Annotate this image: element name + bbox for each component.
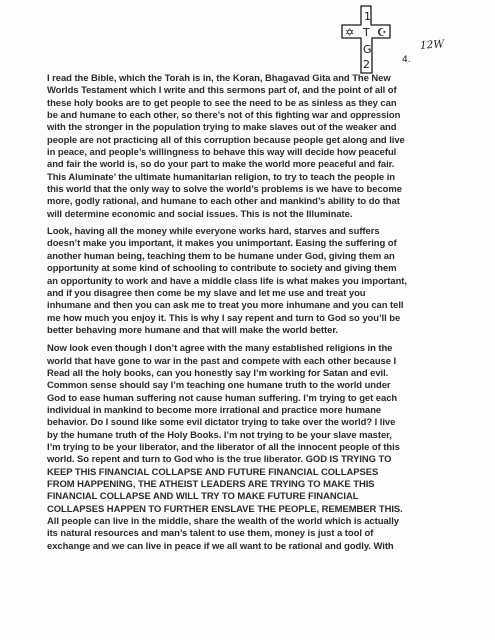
text-line: opportunity at some kind of schooling to contribute to society and giving them	[47, 263, 397, 275]
text-line: Common sense should say I’m teaching one humane truth to the world under	[47, 380, 391, 392]
text-line: people are not practicing all of this corruption because people get along and live	[47, 134, 405, 146]
cross-drawing	[330, 5, 410, 75]
text-line: world. So repent and turn to God who is the true liberator. GOD IS TRYING TO	[47, 454, 392, 466]
text-line: and if you disagree then come be my slave and let me use and treat you	[47, 287, 366, 299]
text-line: Now look even though I don’t agree with the many established religions in the	[47, 343, 393, 355]
text-line: will determine economic and social issues. This is not the Illuminate.	[47, 208, 353, 220]
text-line: an opportunity to work and have a middle class life is what makes you important,	[47, 275, 407, 287]
text-line: I’m trying to be your liberator, and the liberator of all the innocent people of this	[47, 441, 400, 453]
text-line: with the stronger in the population trying to make slaves out of the weaker and	[47, 122, 397, 134]
text-line: FINANCIAL COLLAPSE AND WILL TRY TO MAKE FUTURE FINANCIAL	[47, 491, 359, 503]
star-of-david-icon: ✡	[345, 26, 355, 39]
text-line: I read the Bible, which the Torah is in, the Koran, Bhagavad Gita and The New	[47, 73, 391, 84]
text-line: doesn’t make you important, it makes you unimportant. Easing the suffering of	[47, 238, 397, 250]
crescent-moon-icon: ☪	[377, 26, 387, 39]
text-line: KEEP THIS FINANCIAL COLLAPSE AND FUTURE FINANCIAL COLLAPSES	[47, 466, 379, 478]
text-line: world that have gone to war in the past and compete with each other because I	[47, 355, 397, 367]
text-line: Read all the holy books, can you honestly say I’m working for Satan and evil.	[47, 367, 389, 379]
page-number: 4.	[402, 55, 411, 65]
text-line: This Aluminate’ the ultimate humanitarian religion, to try to teach the people in	[47, 171, 395, 183]
text-line: this world that the only way to solve the world’s problems is we have to become	[47, 184, 402, 196]
text-line: Look, having all the money while everyone works hard, starves and suffers	[47, 226, 380, 238]
text-line: be and humane to each other, so there’s not of this fighting war and oppression	[47, 110, 401, 122]
text-line: more, godly rational, and humane to each other and mankind’s ability to do that	[47, 196, 400, 208]
cross-top-number: 1	[364, 10, 371, 23]
paragraph-3	[47, 343, 487, 553]
text-line: individual in mankind to become more irrational and practice more humane	[47, 404, 382, 416]
text-line: better behaving more humane and that will make the world better.	[47, 324, 338, 336]
body-text	[47, 73, 487, 553]
paragraph-2	[47, 226, 487, 337]
text-line: and fair the world is, so do your part to make the world more peaceful and fair.	[47, 159, 395, 171]
cross-letter-2: 2	[363, 58, 370, 71]
cross-letter-g: G	[363, 43, 372, 56]
text-line: Worlds Testament which I write and this sermons part of, and the point of all of	[47, 85, 397, 97]
handwritten-code: 12W	[419, 38, 445, 52]
text-line: FROM HAPPENING, THE ATHEIST LEADERS ARE TRYING TO MAKE THIS	[47, 479, 375, 490]
text-line: these holy books are to get people to see the need to be as sinless as they can	[47, 97, 397, 109]
cross-middle-letter: T	[363, 26, 370, 39]
text-line: COLLAPSES HAPPEN TO FURTHER ENSLAVE THE PEOPLE, REMEMBER THIS.	[47, 503, 403, 515]
text-line: me how much you enjoy it. This is why I say repent and turn to God so you’ll be	[47, 312, 401, 324]
text-line: All people can live in the middle, share the wealth of the world which is actually	[47, 516, 399, 528]
text-line: by the humane truth of the Holy Books. I’m not trying to be your slave master,	[47, 429, 392, 441]
text-line: exchange and we can live in peace if we all want to be rational and godly. With	[47, 540, 394, 552]
text-line: inhumane and then you can ask me to treat you more inhumane and you can tell	[47, 300, 404, 312]
text-line: its natural resources and man’s talent to use them, money is just a tool of	[47, 528, 374, 540]
handwritten-cross-emblem	[330, 5, 410, 75]
text-line: God to ease human suffering not cause human suffering. I’m trying to get each	[47, 392, 398, 404]
paragraph-1	[47, 73, 487, 221]
text-line: behavior. Do I sound like some evil dictator trying to take over the world? I live	[47, 417, 396, 429]
text-line: another human being, teaching them to be humane under God, giving them an	[47, 250, 395, 262]
text-line: in peace, and people’s willingness to behave this way will decide how peaceful	[47, 147, 397, 159]
